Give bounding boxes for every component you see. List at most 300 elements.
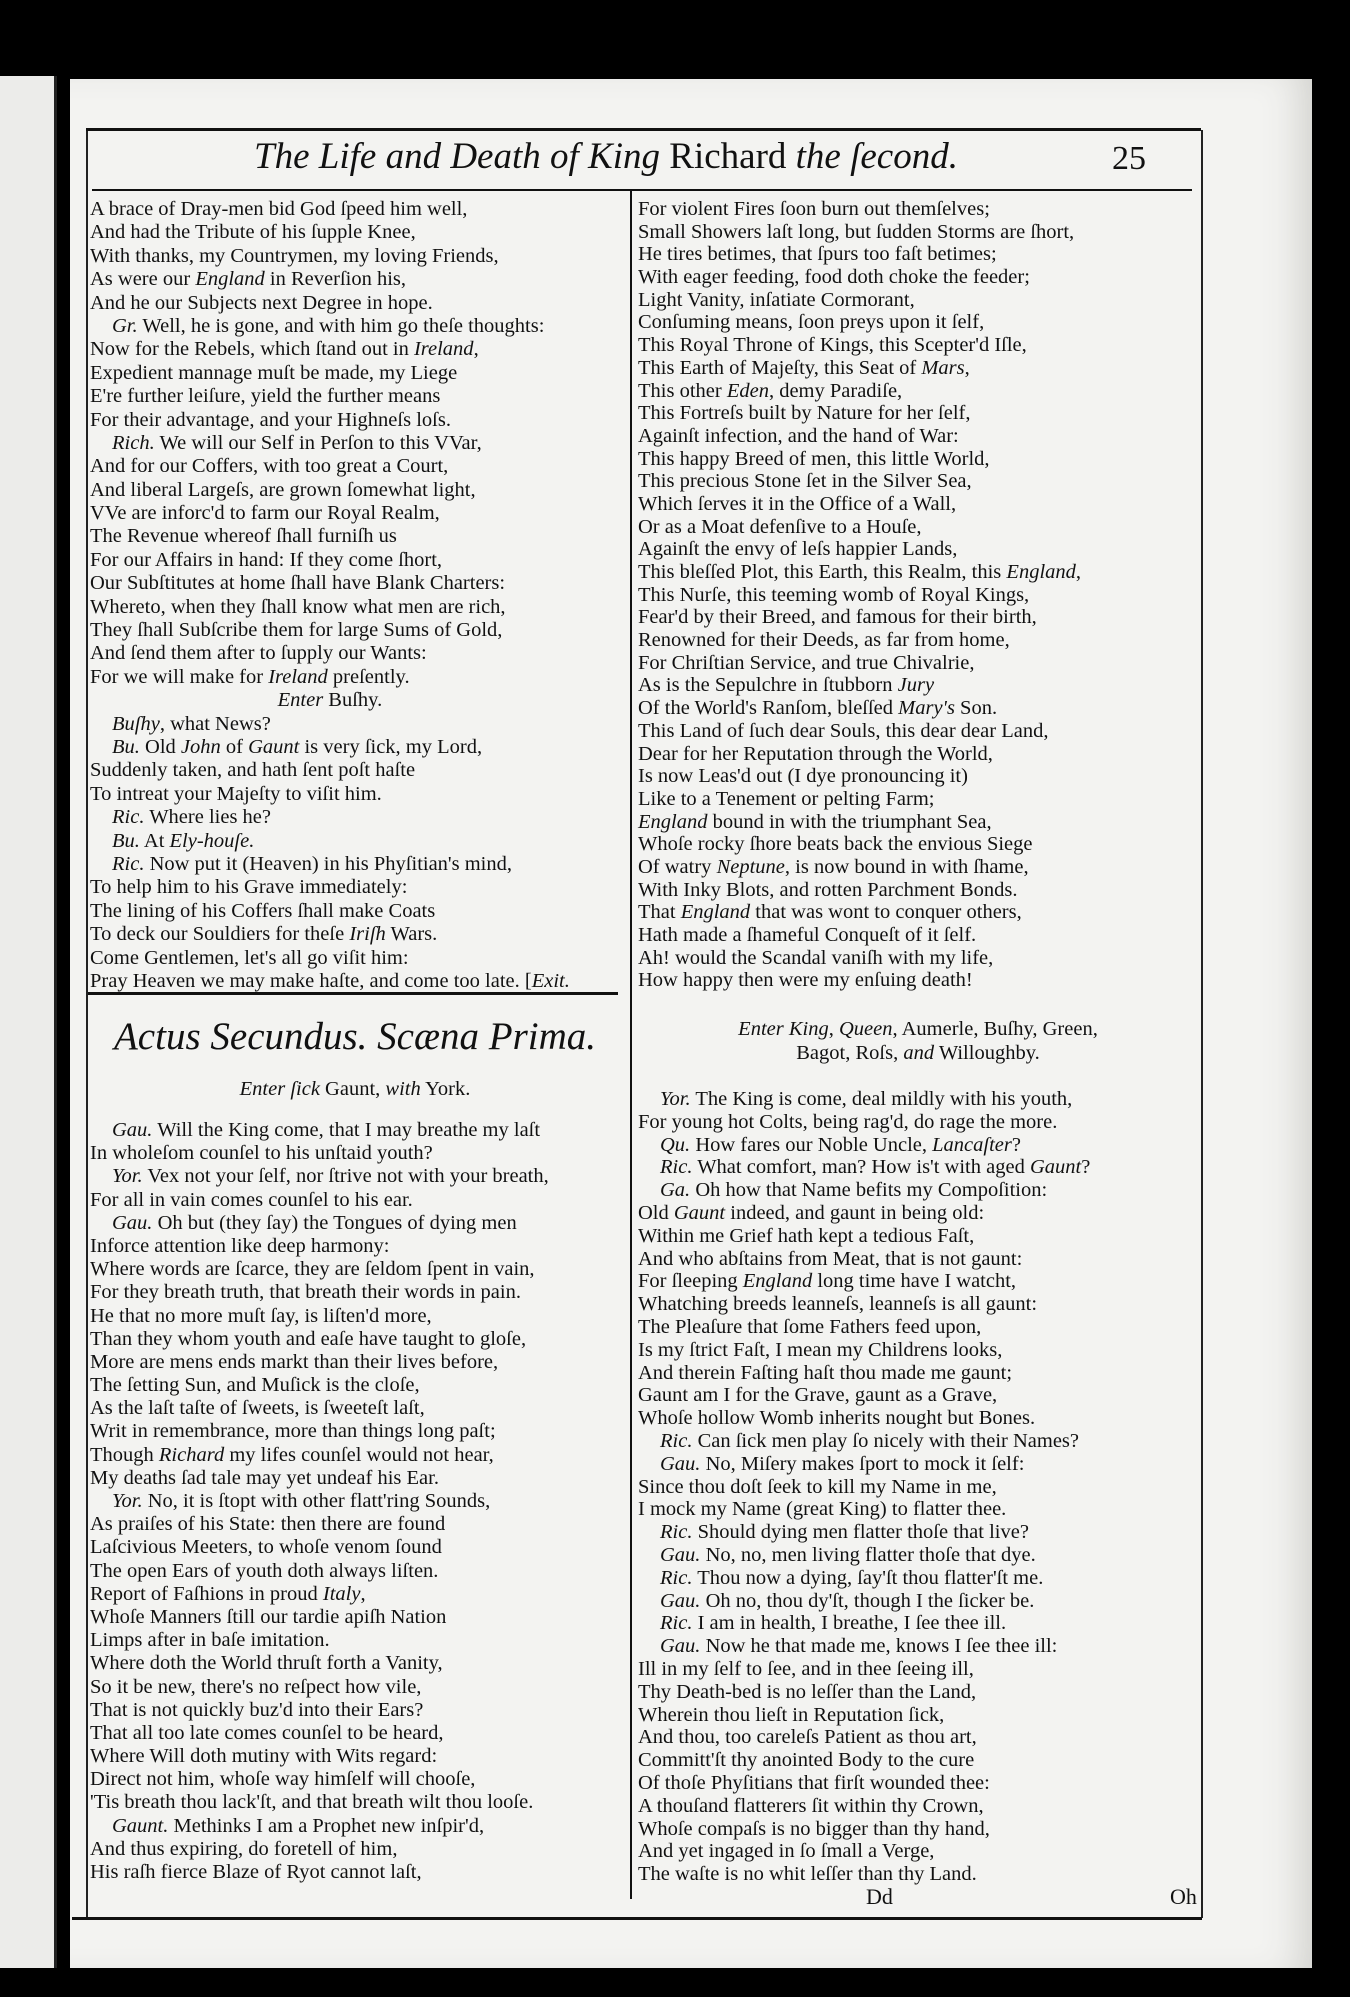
text: No, no, men living flatter thoſe that dye.: [700, 1543, 1036, 1566]
text: The ſetting Sun, and Muſick is the cloſe,: [90, 1374, 420, 1397]
text: Laſcivious Meeters, to whoſe venom ſound: [90, 1536, 442, 1559]
verse-line: [638, 357, 1081, 380]
text: , demy Paradiſe,: [768, 379, 903, 402]
stage-direction-enter: Enter ſick: [239, 1078, 320, 1100]
text: Like to a Tenement or pelting Farm;: [638, 787, 935, 810]
verse-line: [638, 856, 1081, 879]
text: ,: [964, 356, 970, 379]
verse-line: [638, 765, 1081, 788]
text: He tires betimes, that ſpurs too faſt betimes;: [638, 243, 997, 266]
verse-line: [90, 1536, 549, 1559]
text: For their advantage, and your Highneſs loſs.: [90, 408, 451, 431]
verse-line: [90, 1142, 549, 1165]
speech-line: [90, 315, 570, 338]
text: Buſhy.: [323, 689, 383, 712]
verse-line: [638, 1681, 1090, 1704]
verse-line: [90, 1351, 549, 1374]
verse-line: [638, 425, 1081, 448]
text: in Reverſion his,: [264, 268, 407, 291]
verse-line: [90, 759, 570, 782]
text: And who abſtains from Meat, that is not gaunt:: [638, 1247, 1023, 1270]
verse-line: [90, 525, 570, 548]
verse-line: [638, 652, 1081, 675]
text: As were our: [90, 268, 196, 291]
text: This precious Stone ſet in the Silver Sea,: [638, 470, 972, 493]
text: E're further leiſure, yield the further means: [90, 385, 441, 408]
text: The Pleaſure that ſome Fathers feed upon,: [638, 1315, 982, 1338]
verse-line: [638, 697, 1081, 720]
text: Son.: [954, 697, 998, 720]
speech-line: [90, 1815, 549, 1838]
italic-text: Enter King: [738, 1018, 829, 1040]
text: Whoſe compaſs is no bigger than thy hand,: [638, 1817, 990, 1840]
text: This other: [638, 379, 727, 402]
text: Where words are ſcarce, they are ſeldom ſpent in vain,: [90, 1258, 535, 1281]
running-title: [86, 135, 1126, 178]
verse-line: [638, 538, 1081, 561]
text: For ſleeping: [638, 1270, 743, 1293]
text: And therein Faſting haſt thou made me gaunt;: [638, 1361, 1013, 1384]
speaker-name: Gau.: [112, 1119, 153, 1141]
text: , what News?: [159, 712, 271, 735]
verse-line: [638, 1818, 1090, 1841]
top-rule: [86, 128, 1201, 131]
verse-line: [638, 969, 1081, 992]
speaker-name: Ric.: [660, 1612, 693, 1635]
speaker-name: Rich.: [112, 431, 155, 454]
text: How fares our Noble Uncle,: [690, 1133, 933, 1156]
text: Now for the Rebels, which ſtand out in: [90, 338, 414, 361]
text: No, Miſery makes ſport to mock it ſelf:: [700, 1452, 1025, 1475]
text: The lining of his Coffers ſhall make Coats: [90, 899, 436, 922]
speaker-name: Qu.: [660, 1133, 691, 1156]
text: For all in vain comes counſel to his ear.: [90, 1188, 413, 1211]
speech-line: [638, 1590, 1090, 1613]
text: Whereto, when they ſhall know what men are rich,: [90, 595, 506, 618]
text: Now he that made me, knows I ſee thee ill:: [700, 1635, 1058, 1658]
verse-line: [90, 1305, 549, 1328]
text: Renowned for their Deeds, as far from home,: [638, 629, 1010, 652]
verse-line: [90, 479, 570, 502]
text: Vex not your ſelf, nor ſtrive not with your breath,: [142, 1165, 549, 1188]
speaker-name: Gau.: [660, 1589, 701, 1612]
italic-text: Queen: [838, 1018, 893, 1040]
verse-line: [90, 455, 570, 478]
verse-line: [90, 385, 570, 408]
character-name: York.: [425, 1078, 471, 1100]
speech-line: [638, 1612, 1090, 1635]
right-column-top: [638, 198, 1081, 992]
speaker-name: Gr.: [112, 314, 138, 337]
text: Will the King come, that I may breathe my laſt: [152, 1119, 541, 1141]
speech-line: [638, 1453, 1090, 1476]
bottom-rule: [72, 1917, 1202, 1920]
verse-line: [638, 402, 1081, 425]
text: For Chriſtian Service, and true Chivalrie,: [638, 651, 975, 674]
text: More are mens ends markt than their lives before,: [90, 1350, 499, 1373]
header-rule: [92, 189, 1192, 191]
verse-line: [638, 516, 1081, 539]
verse-line: [638, 1498, 1090, 1521]
verse-line: [638, 243, 1081, 266]
text: For they breath truth, that breath their words in pain.: [90, 1281, 521, 1304]
text: Gaunt am I for the Grave, gaunt as a Grave,: [638, 1384, 998, 1407]
text: Hath made a ſhameful Conqueſt of it ſelf.: [638, 924, 977, 946]
verse-line: [90, 1699, 549, 1722]
text: This Land of ſuch dear Souls, this dear dear Land,: [638, 719, 1049, 742]
verse-line: [90, 642, 570, 665]
speaker-name: Gau.: [112, 1211, 153, 1234]
speaker-name: Ric.: [112, 806, 145, 829]
verse-line: [90, 1189, 549, 1212]
text: , Aumerle, Buſhy, Green,: [892, 1018, 1098, 1040]
verse-line: [638, 380, 1081, 403]
text: With Inky Blots, and rotten Parchment Bonds.: [638, 878, 1018, 901]
text: Whatching breeds leanneſs, leanneſs is all gaunt:: [638, 1293, 1038, 1316]
italic-text: Mars: [921, 356, 965, 379]
verse-line: [638, 1293, 1090, 1316]
text: ,: [473, 338, 479, 361]
text: 'Tis breath thou lack'ſt, and that breath wilt thou looſe.: [90, 1791, 534, 1814]
verse-line: [90, 1420, 549, 1443]
italic-text: England: [680, 901, 751, 924]
text: The Revenue whereof ſhall furniſh us: [90, 525, 397, 548]
verse-line: [90, 1583, 549, 1606]
text: Thy Death-bed is no leſſer than the Land,: [638, 1680, 977, 1703]
speech-line: [90, 713, 570, 736]
text: long time have I watcht,: [812, 1270, 1017, 1293]
verse-line: [638, 470, 1081, 493]
text: They ſhall Subſcribe them for large Sums of Gold,: [90, 619, 503, 642]
text: Againſt infection, and the hand of War:: [638, 424, 959, 447]
verse-line: [90, 338, 570, 361]
text: What comfort, man? How is't with aged: [692, 1156, 1030, 1179]
text: So it be new, there's no reſpect how vile,: [90, 1675, 422, 1698]
catchword: Oh: [1170, 1884, 1197, 1909]
text: ?: [1011, 1133, 1021, 1156]
text: That: [638, 901, 681, 924]
italic-text: England: [742, 1270, 813, 1293]
text: Wars.: [385, 923, 438, 946]
italic-text: England: [1006, 561, 1076, 583]
text: Should dying men flatter thoſe that live?: [692, 1521, 1029, 1544]
page-number: 25: [1112, 140, 1146, 177]
italic-text: Lancaſter: [932, 1133, 1012, 1156]
verse-line: [638, 1476, 1090, 1499]
stage-direction-line: [90, 689, 570, 712]
text: Oh but (they ſay) the Tongues of dying men: [152, 1211, 517, 1234]
speaker-name: Ric.: [660, 1156, 693, 1179]
verse-line: [90, 1629, 549, 1652]
italic-text: Ireland: [268, 665, 328, 688]
verse-line: [638, 1704, 1090, 1727]
text: And ſend them after to ſupply our Wants:: [90, 642, 427, 665]
text: And yet ingaged in ſo ſmall a Verge,: [638, 1840, 935, 1863]
italic-text: and: [903, 1042, 935, 1064]
verse-line: [90, 1467, 549, 1490]
italic-text: Mary's: [898, 697, 955, 720]
text: For we will make for: [90, 665, 269, 688]
text: And thus expiring, do foretell of him,: [90, 1837, 398, 1860]
text: To help him to his Grave immediately:: [90, 876, 408, 899]
left-column-bottom: [90, 1119, 549, 1884]
text: Expedient mannage muſt be made, my Liege: [90, 361, 458, 384]
verse-line: [90, 1722, 549, 1745]
speaker-name: Bu.: [112, 829, 140, 852]
text: Light Vanity, inſatiate Cormorant,: [638, 288, 915, 311]
verse-line: [90, 1397, 549, 1420]
text: With eager feeding, food doth choke the feeder;: [638, 266, 1030, 289]
speech-line: [638, 1544, 1090, 1567]
verse-line: [638, 289, 1081, 312]
italic-text: Italy: [322, 1582, 361, 1605]
text: Direct not him, whoſe way himſelf will chooſe,: [90, 1768, 476, 1791]
verse-line: [638, 788, 1081, 811]
verse-line: [638, 266, 1081, 289]
verse-line: [638, 1407, 1090, 1430]
speaker-name: Gaunt.: [112, 1814, 169, 1837]
italic-text: Enter: [277, 689, 324, 712]
verse-line: [638, 1316, 1090, 1339]
stage-direction-line: [638, 1041, 1198, 1065]
speaker-name: Ric.: [112, 852, 145, 875]
verse-line: [90, 970, 570, 993]
verse-line: [90, 1374, 549, 1397]
italic-text: England: [638, 810, 708, 833]
verse-line: [90, 572, 570, 595]
italic-text: Ireland: [413, 338, 474, 361]
verse-line: [638, 1339, 1090, 1362]
text: Oh no, thou dy'ſt, though I the ſicker be.: [700, 1589, 1035, 1612]
text: Can ſick men play ſo nicely with their Names?: [692, 1429, 1080, 1452]
verse-line: [90, 502, 570, 525]
verse-line: [638, 334, 1081, 357]
italic-text: England: [195, 268, 265, 291]
verse-line: [638, 1772, 1090, 1795]
text: Whoſe Manners ſtill our tardie apiſh Nation: [90, 1605, 447, 1628]
text: For violent Fires ſoon burn out themſelves;: [638, 198, 990, 220]
italic-text: Gaunt: [248, 735, 300, 758]
text: As praiſes of his State: then there are found: [90, 1513, 446, 1536]
text: Where doth the World thruſt forth a Vanity,: [90, 1652, 443, 1675]
text: No, it is ſtopt with other flatt'ring Sounds,: [142, 1490, 491, 1512]
verse-line: [638, 1840, 1090, 1863]
text: How happy then were my enſuing death!: [638, 969, 973, 992]
act-heading: Actus Secundus. Scæna Prima.: [113, 1015, 596, 1058]
text: This Nurſe, this teeming womb of Royal Kings,: [638, 583, 1030, 606]
verse-line: [90, 268, 570, 291]
text: Where Will doth mutiny with Wits regard:: [90, 1745, 438, 1768]
verse-line: [638, 198, 1081, 221]
text: Come Gentlemen, let's all go viſit him:: [90, 946, 409, 969]
text: Now put it (Heaven) in his Phyſitian's mind,: [144, 852, 512, 875]
character-name: Gaunt,: [325, 1078, 381, 1100]
text: And had the Tribute of his ſupple Knee,: [90, 221, 416, 244]
text: For our Affairs in hand: If they come ſhort,: [90, 548, 443, 571]
verse-line: [638, 561, 1081, 584]
verse-line: [638, 1658, 1090, 1681]
italic-text: Neptune: [716, 855, 785, 878]
text: preſently.: [327, 665, 410, 688]
verse-line: [638, 901, 1081, 924]
text: ,: [828, 1018, 839, 1040]
verse-line: [90, 245, 570, 268]
stage-direction: [90, 1078, 620, 1101]
text: Fear'd by their Breed, and famous for their birth,: [638, 606, 1037, 629]
verse-line: [90, 362, 570, 385]
italic-text: Iriſh: [349, 923, 386, 946]
text: Is now Leas'd out (I dye pronouncing it): [638, 765, 968, 788]
text: I am in health, I breathe, I ſee thee ill.: [692, 1612, 1007, 1635]
text: Pray Heaven we may make haſte, and come too late. [: [90, 969, 532, 992]
italic-text: Richard: [158, 1443, 225, 1466]
text: Old: [139, 735, 181, 758]
verse-line: [638, 674, 1081, 697]
verse-line: [90, 409, 570, 432]
text: Willoughby.: [934, 1042, 1040, 1064]
verse-line: [638, 1863, 1090, 1886]
speaker-name: Ga.: [660, 1179, 691, 1202]
text: Whoſe rocky ſhore beats back the envious Siege: [638, 833, 1033, 856]
speaker-name: Ric.: [660, 1566, 693, 1589]
italic-text: Gaunt: [673, 1201, 726, 1224]
verse-line: [90, 783, 570, 806]
text: A thouſand flatterers ſit within thy Crown,: [638, 1794, 984, 1817]
text: Old: [638, 1201, 674, 1224]
text: Whoſe hollow Womb inherits nought but Bones.: [638, 1407, 1036, 1430]
verse-line: [638, 1384, 1090, 1407]
verse-line: [90, 221, 570, 244]
italic-text: Jury: [897, 674, 935, 697]
text: Inforce attention like deep harmony:: [90, 1234, 390, 1257]
text: Thou now a dying, ſay'ſt thou flatter'ſt me.: [692, 1566, 1044, 1589]
speaker-name: Gau.: [660, 1635, 701, 1658]
left-column-top: [90, 198, 570, 993]
speaker-name: Yor.: [660, 1088, 691, 1110]
text: The waſte is no whit leſſer than thy Land.: [638, 1863, 977, 1886]
speech-line: [638, 1567, 1090, 1590]
text: my lifes counſel would not hear,: [224, 1443, 494, 1466]
italic-text: Ely-houſe.: [169, 829, 255, 852]
text: My deaths ſad tale may yet undeaf his Ear.: [90, 1466, 439, 1489]
text: Within me Grief hath kept a tedious Faſt,: [638, 1224, 975, 1247]
text: Small Showers laſt long, but ſudden Storms are ſhort,: [638, 220, 1075, 243]
speech-line: [90, 806, 570, 829]
verse-line: [90, 1838, 549, 1861]
verse-line: [90, 198, 570, 221]
text: Conſuming means, ſoon preys upon it ſelf,: [638, 311, 985, 334]
text: Oh how that Name befits my Compoſition:: [690, 1179, 1048, 1202]
verse-line: [638, 879, 1081, 902]
verse-line: [90, 1861, 549, 1884]
text: And thou, too careleſs Patient as thou art,: [638, 1726, 977, 1749]
speech-line: [638, 1179, 1090, 1202]
speech-line: [90, 1490, 549, 1513]
verse-line: [90, 1444, 549, 1467]
text: And liberal Largeſs, are grown ſomewhat light,: [90, 478, 476, 501]
verse-line: [638, 811, 1081, 834]
verse-line: [90, 1606, 549, 1629]
verse-line: [638, 584, 1081, 607]
text: Againſt the envy of leſs happier Lands,: [638, 538, 958, 561]
verse-line: [638, 448, 1081, 471]
verse-line: [638, 1202, 1090, 1225]
speaker-name: Yor.: [112, 1490, 143, 1512]
text: is very ſick, my Lord,: [299, 735, 483, 758]
verse-line: [90, 923, 570, 946]
text: This Royal Throne of Kings, this Scepter'd Iſle,: [638, 334, 1027, 357]
text: Report of Faſhions in proud: [90, 1582, 323, 1605]
verse-line: [90, 1513, 549, 1536]
verse-line: [90, 876, 570, 899]
verse-line: [638, 1362, 1090, 1385]
verse-line: [638, 743, 1081, 766]
text: I mock my Name (great King) to flatter thee.: [638, 1498, 1007, 1521]
speech-line: [638, 1430, 1090, 1453]
text: indeed, and gaunt in being old:: [725, 1201, 985, 1224]
text: Of watry: [638, 855, 717, 878]
verse-line: [638, 311, 1081, 334]
verse-line: [638, 1270, 1090, 1293]
verse-line: [90, 1560, 549, 1583]
facing-page-edge: [0, 76, 57, 1968]
text: ?: [1081, 1156, 1091, 1179]
text: Bagot, Roſs,: [796, 1042, 904, 1064]
text: At: [139, 829, 170, 852]
verse-line: [90, 1768, 549, 1791]
verse-line: [638, 493, 1081, 516]
text: As the laſt taſte of ſweets, is ſweeteſt laſt,: [90, 1397, 425, 1420]
text: Well, he is gone, and with him go theſe thoughts:: [137, 314, 545, 337]
title-part: Richard: [669, 136, 787, 177]
italic-text: Gaunt: [1029, 1156, 1082, 1179]
text: And for our Coffers, with too great a Court,: [90, 455, 449, 478]
verse-line: [638, 833, 1081, 856]
verse-line: [90, 1676, 549, 1699]
stage-direction-with: with: [385, 1078, 421, 1100]
speech-line: [90, 736, 570, 759]
stage-direction-line: [638, 1017, 1198, 1041]
verse-line: [90, 1652, 549, 1675]
text: This Fortreſs built by Nature for her ſelf,: [638, 402, 971, 425]
verse-line: [90, 1791, 549, 1814]
text: Where lies he?: [144, 806, 271, 829]
verse-line: [638, 1225, 1090, 1248]
speech-line: [638, 1521, 1090, 1544]
text: A brace of Dray-men bid God ſpeed him well,: [90, 198, 468, 220]
verse-line: [638, 221, 1081, 244]
text: ,: [360, 1582, 366, 1605]
speech-line: [90, 853, 570, 876]
text: We will our Self in Perſon to this VVar,: [154, 431, 482, 454]
text: The open Ears of youth doth always liſten.: [90, 1559, 439, 1582]
right-stage-direction: [638, 1017, 1198, 1065]
verse-line: [90, 1258, 549, 1281]
text: Dear for her Reputation through the World,: [638, 742, 993, 765]
text: Though: [90, 1443, 159, 1466]
speech-line: [90, 1165, 549, 1188]
speech-line: [638, 1088, 1090, 1111]
text: Writ in remembrance, more than things long paſt;: [90, 1420, 496, 1443]
text: Since thou doſt ſeek to kill my Name in me,: [638, 1475, 997, 1498]
verse-line: [90, 619, 570, 642]
verse-line: [90, 1235, 549, 1258]
text: ,: [1075, 561, 1082, 583]
text: With thanks, my Countrymen, my loving Friends,: [90, 244, 499, 267]
text: His raſh fierce Blaze of Ryot cannot laſt,: [90, 1861, 422, 1883]
text: Of thoſe Phyſitians that firſt wounded thee:: [638, 1771, 990, 1794]
text: And he our Subjects next Degree in hope.: [90, 291, 433, 314]
